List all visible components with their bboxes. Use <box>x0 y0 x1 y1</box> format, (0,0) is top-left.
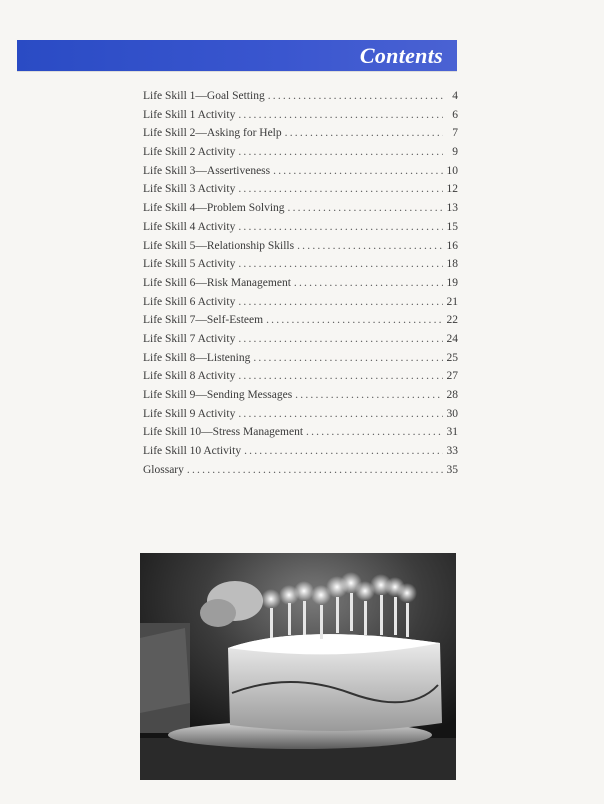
toc-dot-leader <box>285 127 443 139</box>
toc-entry-title: Life Skill 5—Relationship Skills <box>143 239 295 252</box>
toc-entry <box>143 258 458 277</box>
toc-dot-leader <box>187 464 443 476</box>
toc-entry-page: 33 <box>446 445 458 458</box>
toc-entry <box>143 109 458 128</box>
toc-entry-page: 27 <box>446 370 458 383</box>
toc-entry <box>143 146 458 165</box>
toc-dot-leader <box>238 221 443 233</box>
toc-entry-page: 16 <box>446 239 458 252</box>
toc-entry-title: Life Skill 4—Problem Solving <box>143 202 285 215</box>
toc-entry <box>143 183 458 202</box>
toc-dot-leader <box>238 183 443 195</box>
table-of-contents <box>143 90 458 482</box>
toc-entry-title: Life Skill 6 Activity <box>143 295 236 308</box>
toc-entry-page: 9 <box>452 146 458 159</box>
toc-entry-page: 10 <box>446 164 458 177</box>
toc-entry <box>143 352 458 371</box>
toc-entry <box>143 221 458 240</box>
toc-entry-page: 24 <box>446 332 458 345</box>
toc-dot-leader <box>244 445 443 457</box>
toc-entry <box>143 389 458 408</box>
toc-entry-page: 7 <box>452 127 458 140</box>
toc-entry <box>143 333 458 352</box>
toc-entry-title: Life Skill 3 Activity <box>143 183 236 196</box>
toc-dot-leader <box>295 389 443 401</box>
toc-dot-leader <box>253 352 443 364</box>
toc-entry-page: 6 <box>452 108 458 121</box>
toc-entry-page: 22 <box>446 314 458 327</box>
toc-dot-leader <box>306 426 443 438</box>
toc-entry-page: 21 <box>446 295 458 308</box>
toc-entry-page: 30 <box>446 407 458 420</box>
toc-entry-title: Life Skill 3—Assertiveness <box>143 164 271 177</box>
page-title: Contents <box>359 43 443 68</box>
toc-entry-page: 4 <box>452 90 458 102</box>
toc-entry <box>143 277 458 296</box>
toc-entry-title: Life Skill 7 Activity <box>143 332 236 345</box>
toc-entry <box>143 445 458 464</box>
toc-entry-title: Life Skill 8—Listening <box>143 351 251 364</box>
toc-dot-leader <box>238 370 443 382</box>
toc-entry-title: Life Skill 9 Activity <box>143 407 236 420</box>
toc-dot-leader <box>238 408 443 420</box>
toc-entry-title: Life Skill 5 Activity <box>143 258 236 271</box>
toc-entry-title: Life Skill 4 Activity <box>143 220 236 233</box>
toc-dot-leader <box>238 109 443 121</box>
toc-entry <box>143 464 458 483</box>
toc-entry <box>143 314 458 333</box>
toc-dot-leader <box>238 146 443 158</box>
toc-dot-leader <box>297 240 443 252</box>
birthday-cake-photo <box>140 553 456 780</box>
toc-entry <box>143 202 458 221</box>
toc-entry-title: Glossary <box>143 463 184 476</box>
toc-entry <box>143 408 458 427</box>
toc-dot-leader <box>238 296 443 308</box>
toc-entry-title: Life Skill 1—Goal Setting <box>143 90 265 102</box>
toc-entry-title: Life Skill 9—Sending Messages <box>143 389 293 401</box>
toc-entry <box>143 127 458 146</box>
toc-entry-title: Life Skill 10 Activity <box>143 445 242 458</box>
toc-dot-leader <box>238 333 443 345</box>
toc-entry-page: 35 <box>446 463 458 476</box>
toc-entry-title: Life Skill 1 Activity <box>143 108 236 121</box>
toc-dot-leader <box>268 90 443 102</box>
toc-dot-leader <box>294 277 443 289</box>
toc-entry-page: 18 <box>446 258 458 271</box>
toc-entry-page: 12 <box>446 183 458 196</box>
toc-entry-title: Life Skill 10—Stress Management <box>143 426 304 439</box>
toc-entry <box>143 426 458 445</box>
toc-entry-title: Life Skill 8 Activity <box>143 370 236 383</box>
toc-entry-title: Life Skill 2 Activity <box>143 146 236 159</box>
toc-entry <box>143 240 458 259</box>
toc-entry-title: Life Skill 2—Asking for Help <box>143 127 282 140</box>
toc-dot-leader <box>288 202 443 214</box>
toc-entry <box>143 296 458 315</box>
toc-entry-page: 19 <box>446 276 458 289</box>
toc-entry-page: 15 <box>446 220 458 233</box>
toc-dot-leader <box>266 314 443 326</box>
toc-entry-page: 31 <box>446 426 458 439</box>
toc-entry-page: 25 <box>446 351 458 364</box>
toc-entry <box>143 370 458 389</box>
toc-entry <box>143 165 458 184</box>
toc-entry-title: Life Skill 7—Self-Esteem <box>143 314 264 327</box>
contents-banner <box>17 40 457 71</box>
toc-entry-page: 28 <box>446 389 458 401</box>
toc-entry-title: Life Skill 6—Risk Management <box>143 276 291 289</box>
toc-dot-leader <box>273 165 443 177</box>
toc-entry <box>143 90 458 109</box>
toc-dot-leader <box>238 258 443 270</box>
toc-entry-page: 13 <box>446 202 458 215</box>
